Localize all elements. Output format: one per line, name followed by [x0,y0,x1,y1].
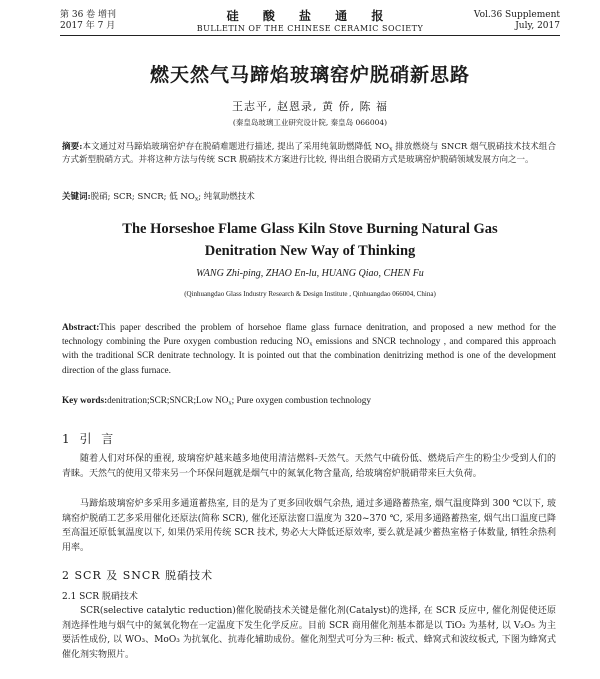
header-rule [60,35,560,36]
affiliation-en: (Qinhuangdao Glass Industry Research & Design Institute , Qinhuangdao 066004, China) [184,290,436,298]
abstract-cn [62,141,556,167]
subscript: x [194,195,199,203]
title-en-line1: The Horseshoe Flame Glass Kiln Stove Burning Natural Gas [122,221,498,237]
title-en [60,218,560,262]
authors-cn: 王志平, 赵恩录, 黄 侨, 陈 福 [232,100,388,113]
header-volume-en: Vol.36 Supplement [473,10,560,20]
keywords-cn-text-cont: ; 纯氧助燃技术 [198,192,255,202]
journal-name-cn: 硅 酸 盐 通 报 [226,9,394,23]
abstract-en-text: This paper described the problem of horsehoe flame glass furnace denitration, and proposed a new method for the technology combining the Pure oxygen combustion reducing NO [62,322,556,347]
keywords-en-text-cont: ; Pure oxygen combustion technology [231,395,371,405]
keywords-en-text: denitration;SCR;SNCR;Low NO [107,395,229,405]
paragraph-1: 随着人们对环保的重视, 玻璃窑炉越来越多地使用清洁燃料-天然气。天然气中硫份低、燃烧后产生的粉尘少受到人们的青睐。天然气的使用又带来另一个环保问题就是烟气中的氮氧化物含量高, 给玻璃窑炉脱硝带来巨大负荷。 [62,454,556,479]
paragraph-3: SCR(selective catalytic reduction)催化脱硝技术关键是催化剂(Catalyst)的选择, 在 SCR 反应中, 催化剂促使还原剂选择性地与烟气中的氮氧化物在一定温度下发生化学反应。目前 SCR 商用催化剂基本都是以 TiO₂ 为基材, 以 V₂O₅ 为主要活性成份, 以 WO₃、MoO₃ 为抗氧化、抗毒化辅助成份。催化剂型式可分为三种: 板式、蜂窝式和波纹板式, 下图为蜂窝式催化剂实物照片。 [62,606,556,660]
header-volume: 第 36 卷 增刊 [60,10,117,20]
header-volume-info [60,10,116,32]
abstract-cn-text: 本文通过对马蹄焰玻璃窑炉存在脱硝难题进行描述, 提出了采用纯氧助燃降低 NO [82,142,390,152]
section-2-heading: 2 SCR 及 SNCR 脱硝技术 [62,569,214,582]
keywords-cn [62,190,556,202]
abstract-en-text-cont: emissions and SNCR technology , and compared this approach with the traditional SCR denitrate technology. It is pointed out that the combination denitrizing method is one of the development direction of the glass furnace. [62,336,556,375]
header-volume-info-en [474,10,560,32]
keywords-cn-text: 脱硝; SCR; SNCR; 低 NO [90,192,195,202]
journal-name [160,10,460,34]
abstract-cn-text-cont: 排放燃烧与 SNCR 烟气脱硝技术技术组合方式新型脱硝方式。并将这种方法与传统 SCR 脱硝技术方案进行比较, 得出组合脱硝方式是玻璃窑炉脱硝领域发展方向之一。 [62,142,557,165]
journal-name-en: BULLETIN OF THE CHINESE CERAMIC SOCIETY [196,24,424,33]
section-2-1-heading: 2.1 SCR 脱硝技术 [62,592,138,602]
subscript: x [389,145,393,153]
subscript: x [228,399,232,407]
title-en-line2: Denitration New Way of Thinking [204,243,416,259]
section-1-heading: 1 引 言 [62,432,117,446]
abstract-cn-label: 摘要: [62,142,83,152]
abstract-en [62,320,556,377]
affiliation-cn: (秦皇岛玻璃工业研究设计院, 秦皇岛 066004) [232,118,388,127]
keywords-cn-label: 关键词: [62,192,91,202]
authors-en: WANG Zhi-ping, ZHAO En-lu, HUANG Qiao, CHEN Fu [196,268,424,279]
running-header [60,10,560,34]
paragraph-2: 马蹄焰玻璃窑炉多采用多通道蓄热室, 目的是为了更多回收烟气余热, 通过多通路蓄热室, 烟气温度降到 300 ℃以下, 玻璃窑炉脱硝工艺多采用催化还原法(简称 SCR), 催化还原法窗口温度为 320~370 ℃, 采用多通路蓄热室, 烟气出口温度已降至高温还原低氧温度以下, 如果仍采用传统 SCR 技术, 势必大大降低还原效率, 要么就是减少蓄热室格子体数量, 牺牲余热利用率。 [62,499,556,553]
abstract-en-label: Abstract: [62,322,100,332]
keywords-en-label: Key words: [62,395,108,405]
header-date-en: July, 2017 [515,21,560,31]
subscript: x [309,340,313,348]
title-cn: 燃天然气马蹄焰玻璃窑炉脱硝新思路 [149,64,470,86]
keywords-en [62,395,556,405]
header-date: 2017 年 7 月 [60,21,116,31]
